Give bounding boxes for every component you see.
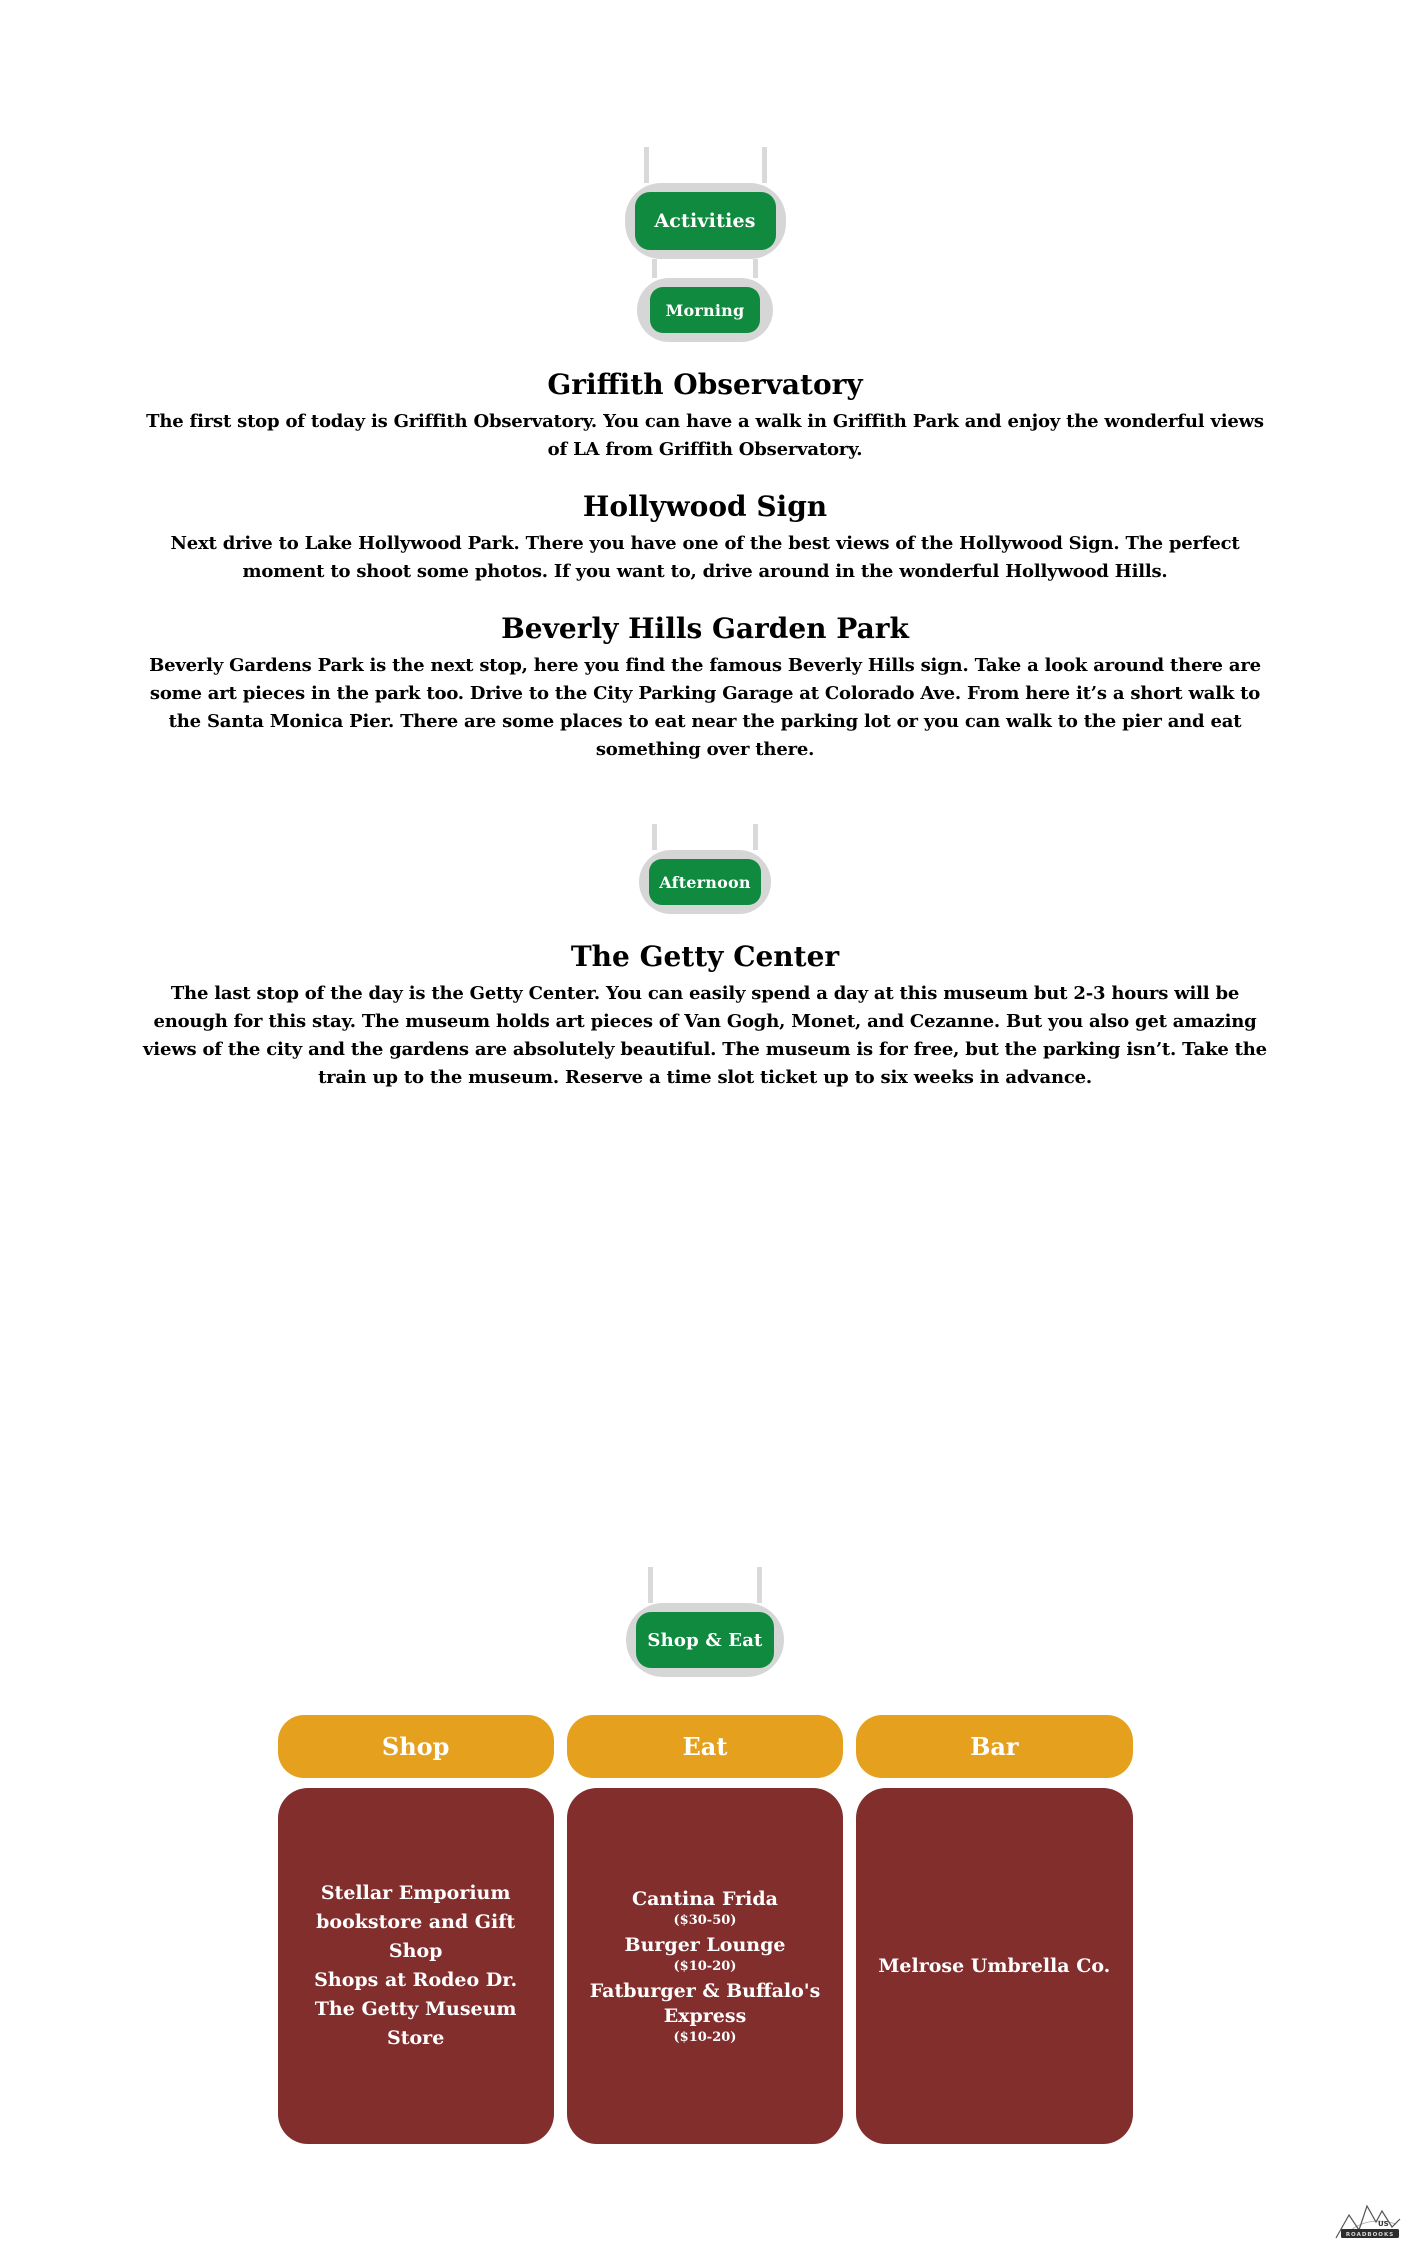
sign-posts — [652, 259, 758, 278]
activities-sign-label: Activities — [635, 192, 776, 250]
section-body: Beverly Gardens Park is the next stop, here you find the famous Beverly Hills sign. Take a look around there are some art pieces in the park too. Drive to the City Parking Garage at Colorado Ave. From here it’s a short walk to the Santa Monica Pier. There are some places to eat near the parking lot or you can walk to the pier and eat something over there. — [149, 655, 1261, 760]
eat-item-price: ($10-20) — [673, 1958, 737, 1974]
shop-item: The Getty Museum Store — [314, 1998, 517, 2049]
afternoon-sign — [0, 824, 1410, 914]
sign-posts — [652, 824, 758, 850]
section-beverly-hills-garden-park — [138, 613, 1273, 764]
section-hollywood-sign — [138, 491, 1273, 586]
watermark-label: US — [1378, 2220, 1389, 2228]
eat-item — [632, 1887, 778, 1929]
shop-header: Shop — [278, 1715, 554, 1778]
sign-posts — [644, 147, 767, 183]
sign-frame — [626, 1603, 784, 1677]
bar-card — [856, 1788, 1132, 2144]
column-eat — [567, 1715, 843, 2144]
column-bar — [856, 1715, 1132, 2144]
sign-frame — [637, 278, 773, 342]
eat-item — [625, 1933, 786, 1975]
morning-sign — [0, 259, 1410, 342]
eat-item-name: Burger Lounge — [624, 1933, 786, 1956]
section-getty-center — [138, 941, 1273, 1092]
bar-item-name: Melrose Umbrella Co. — [878, 1954, 1111, 1977]
shop-eat-section — [0, 1567, 1410, 2144]
activities-sign — [0, 147, 1410, 259]
section-title: Hollywood Sign — [582, 490, 828, 523]
bar-header: Bar — [856, 1715, 1132, 1778]
sign-post — [753, 824, 758, 850]
eat-card — [567, 1788, 843, 2144]
section-body: Next drive to Lake Hollywood Park. There you have one of the best views of the Hollywood Sign. The perfect moment to shoot some photos. If you want to, drive around in the wonderful Hollywood Hills. — [170, 533, 1240, 582]
eat-item — [581, 1979, 829, 2046]
itinerary-page — [0, 0, 1410, 1092]
section-title: Griffith Observatory — [547, 368, 863, 401]
afternoon-sign-label: Afternoon — [649, 859, 761, 905]
section-griffith-observatory — [138, 369, 1273, 464]
morning-sign-label: Morning — [650, 287, 760, 333]
section-title: Beverly Hills Garden Park — [501, 612, 909, 645]
section-body: The first stop of today is Griffith Observatory. You can have a walk in Griffith Park and enjoy the wonderful views of LA from Griffith Observatory. — [146, 411, 1264, 460]
shop-item: Stellar Emporium — [320, 1882, 511, 1904]
watermark-logo — [1334, 2200, 1402, 2242]
section-body: The last stop of the day is the Getty Center. You can easily spend a day at this museum but 2-3 hours will be enough for this stay. The museum holds art pieces of Van Gogh, Monet, and Cezanne. But you also get amazing views of the city and the gardens are absolutely beautiful. The museum is for free, but the parking isn’t. Take the train up to the museum. Reserve a time slot ticket up to six weeks in advance. — [143, 983, 1267, 1088]
shop-item: bookstore and Gift Shop — [316, 1911, 516, 1962]
eat-item-name: Cantina Frida — [632, 1887, 778, 1910]
sign-post — [652, 824, 657, 850]
shop-item: Shops at Rodeo Dr. — [314, 1969, 518, 1991]
sign-post — [757, 1567, 762, 1603]
shop-eat-bar-columns — [278, 1715, 1133, 2144]
sign-frame — [639, 850, 771, 914]
sign-post — [648, 1567, 653, 1603]
eat-item-price: ($10-20) — [673, 2029, 737, 2045]
sign-post — [652, 259, 657, 278]
column-shop — [278, 1715, 554, 2144]
section-title: The Getty Center — [570, 940, 840, 973]
sign-post — [762, 147, 767, 183]
watermark-sublabel: ROADBOOKS — [1345, 2232, 1395, 2238]
eat-item-name: Fatburger & Buffalo's Express — [589, 1979, 821, 2027]
eat-item-price: ($30-50) — [673, 1912, 737, 1928]
sign-post — [644, 147, 649, 183]
mountains-icon — [1334, 2200, 1402, 2242]
sign-post — [753, 259, 758, 278]
sign-posts — [648, 1567, 762, 1603]
shop-eat-sign-label: Shop & Eat — [636, 1612, 774, 1668]
shop-card — [278, 1788, 554, 2144]
eat-header: Eat — [567, 1715, 843, 1778]
sign-frame — [625, 183, 786, 259]
shop-eat-sign — [0, 1567, 1410, 1677]
